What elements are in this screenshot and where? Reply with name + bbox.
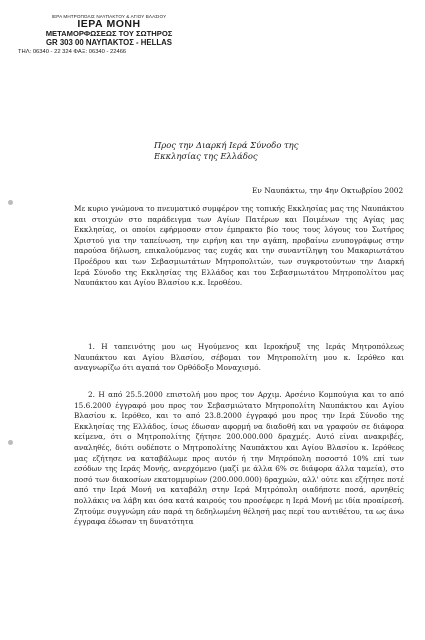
letterhead <box>14 14 204 57</box>
punch-hole <box>8 200 13 205</box>
paragraph-1: 1. Η ταπεινότης μου ως Ηγούμενος και Ιεροκήρυξ της Ιεράς Μητροπόλεως Ναυπάκτου και Αγίου Βλασίου, σέβομαι τον Μητροπολίτη μου κ. Ιερόθεο και αναγνωρίζω ότι αγαπά τον Ορθόδοξο Μοναχισμό. <box>74 342 404 373</box>
letterhead-monastery-name: ΜΕΤΑΜΟΡΦΩΣΕΩΣ ΤΟΥ ΣΩΤΗΡΟΣ <box>45 29 173 38</box>
letterhead-address: GR 303 00 ΝΑΥΠΑΚΤΟΣ - HELLAS <box>45 38 172 47</box>
letterhead-monastery: ΙΕΡΑ ΜΟΝΗ <box>77 18 141 30</box>
recipient-block <box>154 140 384 162</box>
paragraph-2: 2. Η από 25.5.2000 επιστολή μου προς τον Αρχιμ. Αρσένιο Κομπούγια και το από 15.6.2000 έγγραφό μου προς τον Σεβασμιώτατο Μητροπολίτη Ναυπάκτου και Αγίου Βλασίου κ. Ιερόθεο, και το από 23.8.2000 έγγραφό μου προς την Ιερά Σύνοδο της Εκκλησίας της Ελλάδος, ίσως έδωσαν αφορμή να διαδοθή και να γραφούν σε διάφορα κείμενα, ότι ο Μητροπολίτης ζήτησε 200.000.000 δραχμές. Αυτό είναι ανακριβές, αναληθές, διότι ουδέποτε ο Μητροπολίτης Ναυπάκτου και Αγίου Βλασίου κ. Ιερόθεος μας εζήτησε να καταβάλωμε προς αυτόν ή την Μητρόπολη ποσοστό 10% επί των εσόδων της Ιεράς Μονής, ανερχόμενο (μαζί με άλλα 6% σε διάφορα άλλα ταμεία), στο ποσό των διακοσίων εκατομμυρίων (200.000.000) δραχμών, αλλ' ούτε και εζήτησε ποτέ από την Ιερά Μονή να καταβάλη στην Ιερά Μητρόπολη οιαδήποτε ποσά, αρνηθείς πολλάκις να λάβη και όσα κατά καιρούς του προσέφερε η Ιερά Μονή με ιδία προαίρεσή. Ζητούμε συγγνώμη εάν παρά τη δεδηλωμένη θέλησή μας περί του αντιθέτου, τα ως άνω έγγραφα έδωσαν τη δυνατότητα <box>74 390 404 527</box>
paragraph-intro: Με κυριο γνώμονα το πνευματικό συμφέρον της τοπικής Εκκλησίας μας της Ναυπάκτου και στοιχών στο παράδειγμα των Αγίων Πατέρων και Ποιμένων της Αγίας μας Εκκλησίας, οι οποίοι εφήρμοσαν στον έμπρακτο βίο τους τους λόγους του Σωτήρος Χριστού για την ταπείνωση, την ειρήνη και την αγάπη, προβαίνω ενυπογράφως στην παρούσα δήλωση, επικαλούμενος τας ευχάς και την συναντίληψη του Μακαριωτάτου Προέδρου και των Σεβασμιωτάτων Μητροπολιτών, των συγκροτούντων την Διαρκή Ιερά Σύνοδο της Εκκλησίας της Ελλάδος και του Σεβασμιωτάτου Μητροπολίτου μας Ναυπάκτου και Αγίου Βλασίου κ.κ. Ιεροθέου. <box>74 204 404 288</box>
recipient-line-1: Προς την Διαρκή Ιερά Σύνοδο της <box>154 140 299 150</box>
punch-hole <box>8 440 13 445</box>
recipient-line-2: Εκκλησίας της Ελλάδος <box>154 151 258 161</box>
letterhead-phone-fax: ΤΗΛ: 06340 - 22 324 ΦΑΞ: 06340 - 22466 <box>18 49 127 55</box>
letterhead-metropolis: ΙΕΡΑ ΜΗΤΡΟΠΟΛΙΣ ΝΑΥΠΑΚΤΟΥ & ΑΓΙΟΥ ΒΛΑΣΙΟΥ <box>51 14 167 19</box>
dateline: Εν Ναυπάκτω, την 4ην Οκτωβρίου 2002 <box>252 186 404 195</box>
